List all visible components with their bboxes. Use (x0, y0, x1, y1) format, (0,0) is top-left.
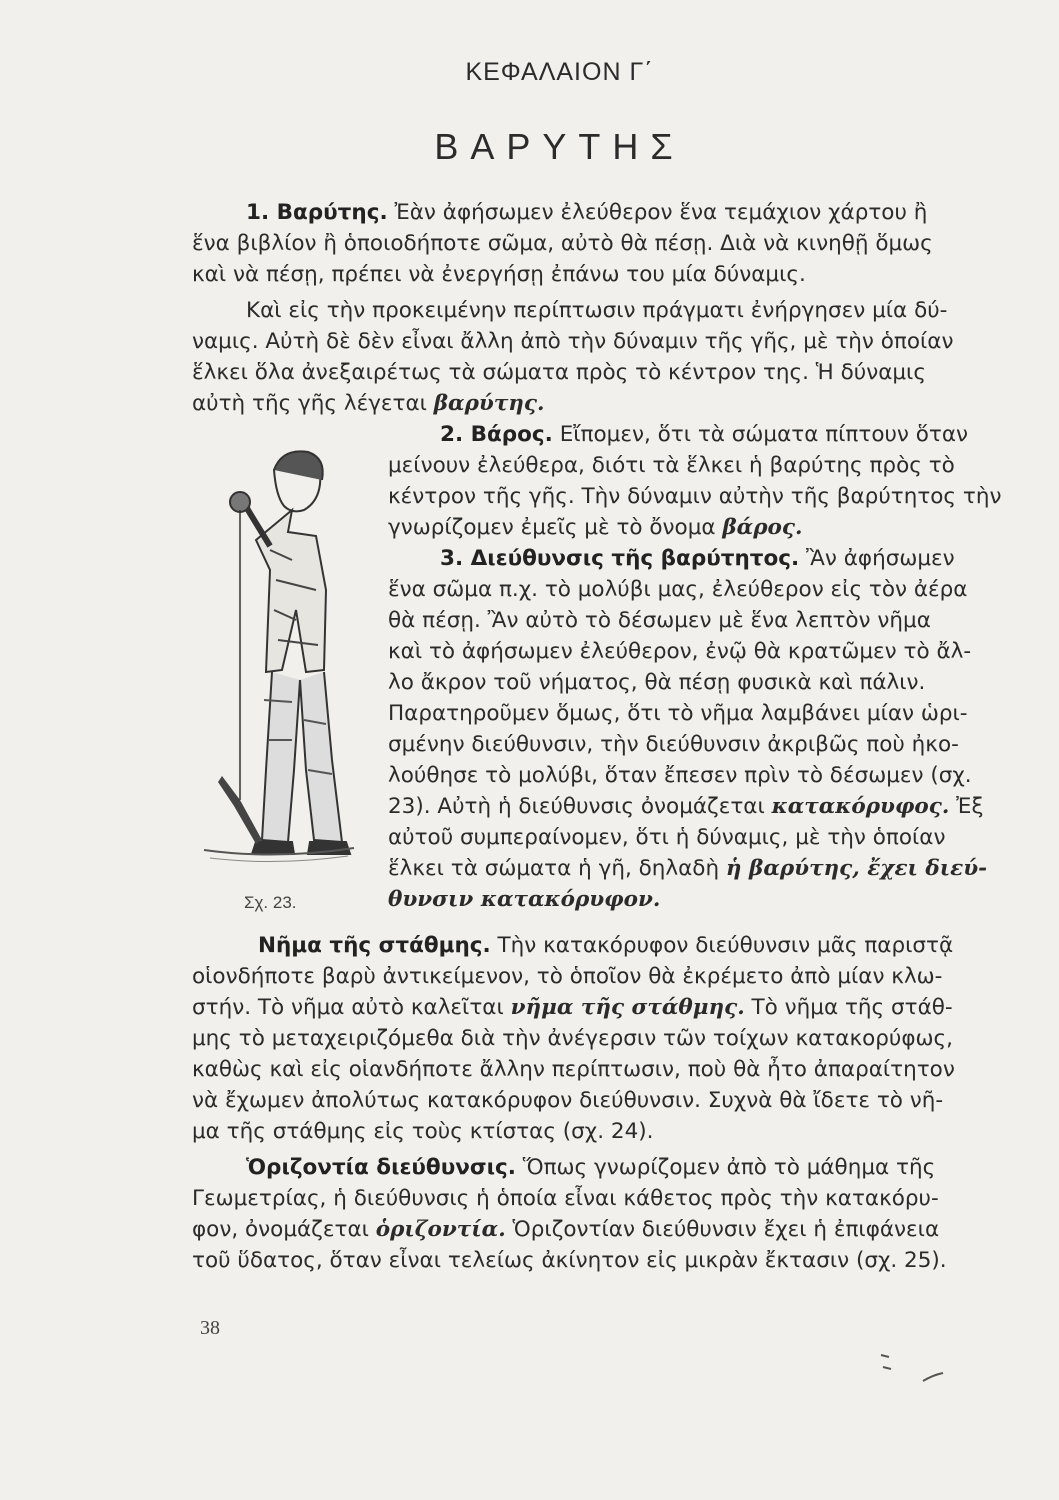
section-2-text: Εἴπομεν, ὅτι τὰ σώματα πίπτουν ὅταν (559, 422, 969, 447)
section-3-line-11 (388, 856, 987, 881)
section-5-heading: Ὁριζοντία διεύθυνσις. (246, 1155, 516, 1180)
section-3-line-8: λούθησε τὸ μολύβι, ὅταν ἔπεσεν πρὶν τὸ δέσωμεν (σχ. (388, 763, 972, 788)
section-3-line-3: θὰ πέσῃ. Ἂν αὐτὸ τὸ δέσωμεν μὲ ἕνα λεπτὸν νῆμα (388, 608, 931, 633)
section-4-text-cont: Τὸ νῆμα τῆς στάθ- (751, 995, 953, 1020)
section-3-line-1 (440, 546, 955, 571)
figure-23-illustration (196, 440, 356, 900)
section-5-text: Ὅπως γνωρίζομεν ἀπὸ τὸ μάθημα τῆς (522, 1155, 936, 1180)
section-1-text-end: αὐτὴ τῆς γῆς λέγεται (192, 391, 427, 416)
section-3-line-9 (388, 794, 983, 819)
term-varos: βάρος. (722, 515, 803, 540)
section-2-line-4 (388, 515, 802, 540)
section-1-line-1 (246, 200, 927, 225)
section-2-line-2: μείνουν ἐλεύθερα, διότι τὰ ἕλκει ἡ βαρύτης πρὸς τὸ (388, 453, 955, 478)
section-4-line-3 (192, 995, 953, 1020)
section-5-line-4: τοῦ ὕδατος, ὅταν εἶναι τελείως ἀκίνητον εἰς μικρὰν ἔκτασιν (σχ. 25). (192, 1248, 947, 1273)
term-diefthynsin: θυνσιν κατακόρυφον. (388, 887, 661, 912)
section-1-line-2: ἕνα βιβλίον ἢ ὁποιοδήποτε σῶμα, αὐτὸ θὰ πέσῃ. Διὰ νὰ κινηθῇ ὅμως (192, 231, 933, 256)
section-3-text-end: ἕλκει τὰ σώματα ἡ γῆ, δηλαδὴ (388, 856, 720, 881)
term-barytis-conclusion: ἡ βαρύτης, ἔχει διεύ- (725, 856, 988, 881)
section-4-line-2: οἱονδήποτε βαρὺ ἀντικείμενον, τὸ ὁποῖον θὰ ἐκρέμετο ἀπὸ μίαν κλω- (192, 964, 943, 989)
section-1-line-4: Καὶ εἰς τὴν προκειμένην περίπτωσιν πράγματι ἐνήργησεν μία δύ- (246, 298, 948, 323)
section-5-line-3 (192, 1217, 939, 1242)
page-number: 38 (200, 1317, 220, 1339)
section-3-text-mid: 23). Αὐτὴ ἡ διεύθυνσις ὀνομάζεται (388, 794, 765, 819)
section-4-line-6: νὰ ἔχωμεν ἀπολύτως κατακόρυφον διεύθυνσιν. Συχνὰ θὰ ἴδετε τὸ νῆ- (192, 1088, 944, 1113)
section-2-text-end: γνωρίζομεν ἐμεῖς μὲ τὸ ὄνομα (388, 515, 716, 540)
section-3-line-4: καὶ τὸ ἀφήσωμεν ἐλεύθερον, ἐνῷ θὰ κρατῶμεν τὸ ἄλ- (388, 639, 972, 664)
section-2-line-1 (440, 422, 968, 447)
section-4-text-mid: στήν. Τὸ νῆμα αὐτὸ καλεῖται (192, 995, 504, 1020)
section-4-heading: Νῆμα τῆς στάθμης. (258, 933, 491, 958)
term-orizontia: ὁριζοντία. (375, 1217, 506, 1242)
section-3-line-6: Παρατηροῦμεν ὅμως, ὅτι τὸ νῆμα λαμβάνει μίαν ὡρι- (388, 701, 968, 726)
section-4-line-4: μης τὸ μεταχειριζόμεθα διὰ τὴν ἀνέγερσιν τῶν τοίχων κατακορύφως, (192, 1026, 953, 1051)
section-4-line-1 (258, 933, 953, 958)
page-title: ΒΑΡΥΤΗΣ (434, 126, 685, 167)
term-barytis: βαρύτης. (433, 391, 545, 416)
section-1-line-3: καὶ νὰ πέσῃ, πρέπει νὰ ἐνεργήσῃ ἐπάνω του μία δύναμις. (192, 262, 806, 287)
section-5-line-2: Γεωμετρίας, ἡ διεύθυνσις ἡ ὁποία εἶναι κάθετος πρὸς τὴν κατακόρυ- (192, 1186, 939, 1211)
chapter-heading: ΚΕΦΑΛΑΙΟΝ Γ΄ (465, 58, 654, 86)
section-4-text: Τὴν κατακόρυφον διεύθυνσιν μᾶς παριστᾷ (497, 933, 954, 958)
section-3-text-ex: Ἐξ (956, 794, 984, 819)
section-3-text: Ἂν ἀφήσωμεν (806, 546, 955, 571)
section-5-line-1 (246, 1155, 935, 1180)
term-nima-stathmis: νῆμα τῆς στάθμης. (510, 995, 745, 1020)
section-3-line-5: λο ἄκρον τοῦ νήματος, θὰ πέσῃ φυσικὰ καὶ πάλιν. (388, 670, 926, 695)
section-3-line-7: σμένην διεύθυνσιν, τὴν διεύθυνσιν ἀκριβῶς ποὺ ἠκο- (388, 732, 959, 757)
ink-mark (875, 1345, 955, 1395)
figure-23-caption: Σχ. 23. (244, 893, 297, 912)
section-1-line-7 (192, 391, 545, 416)
section-5-text-cont: Ὁριζοντίαν διεύθυνσιν ἔχει ἡ ἐπιφάνεια (512, 1217, 940, 1242)
section-1-heading: 1. Βαρύτης. (246, 200, 388, 225)
section-4-line-5: καθὼς καὶ εἰς οἱανδήποτε ἄλλην περίπτωσιν, ποὺ θὰ ἦτο ἀπαραίτητον (192, 1057, 955, 1082)
section-3-line-2: ἕνα σῶμα π.χ. τὸ μολύβι μας, ἐλεύθερον εἰς τὸν ἀέρα (388, 577, 968, 602)
section-3-line-12 (388, 887, 660, 912)
section-2-line-3: κέντρον τῆς γῆς. Τὴν δύναμιν αὐτὴν τῆς βαρύτητος τὴν (388, 484, 1002, 509)
section-3-line-10: αὐτοῦ συμπεραίνομεν, ὅτι ἡ δύναμις, μὲ τὴν ὁποίαν (388, 825, 946, 850)
section-5-text-mid: φον, ὀνομάζεται (192, 1217, 369, 1242)
section-1-text: Ἐὰν ἀφήσωμεν ἐλεύθερον ἕνα τεμάχιον χάρτου ἢ (394, 200, 928, 225)
section-1-line-5: ναμις. Αὐτὴ δὲ δὲν εἶναι ἄλλη ἀπὸ τὴν δύναμιν τῆς γῆς, μὲ τὴν ὁποίαν (192, 329, 954, 354)
section-2-heading: 2. Βάρος. (440, 422, 553, 447)
section-3-heading: 3. Διεύθυνσις τῆς βαρύτητος. (440, 546, 800, 571)
section-4-line-7: μα τῆς στάθμης εἰς τοὺς κτίστας (σχ. 24). (192, 1119, 654, 1144)
term-katakoryfos: κατακόρυφος. (771, 794, 950, 819)
section-1-line-6: ἕλκει ὅλα ἀνεξαιρέτως τὰ σώματα πρὸς τὸ κέντρον της. Ἡ δύναμις (192, 360, 926, 385)
